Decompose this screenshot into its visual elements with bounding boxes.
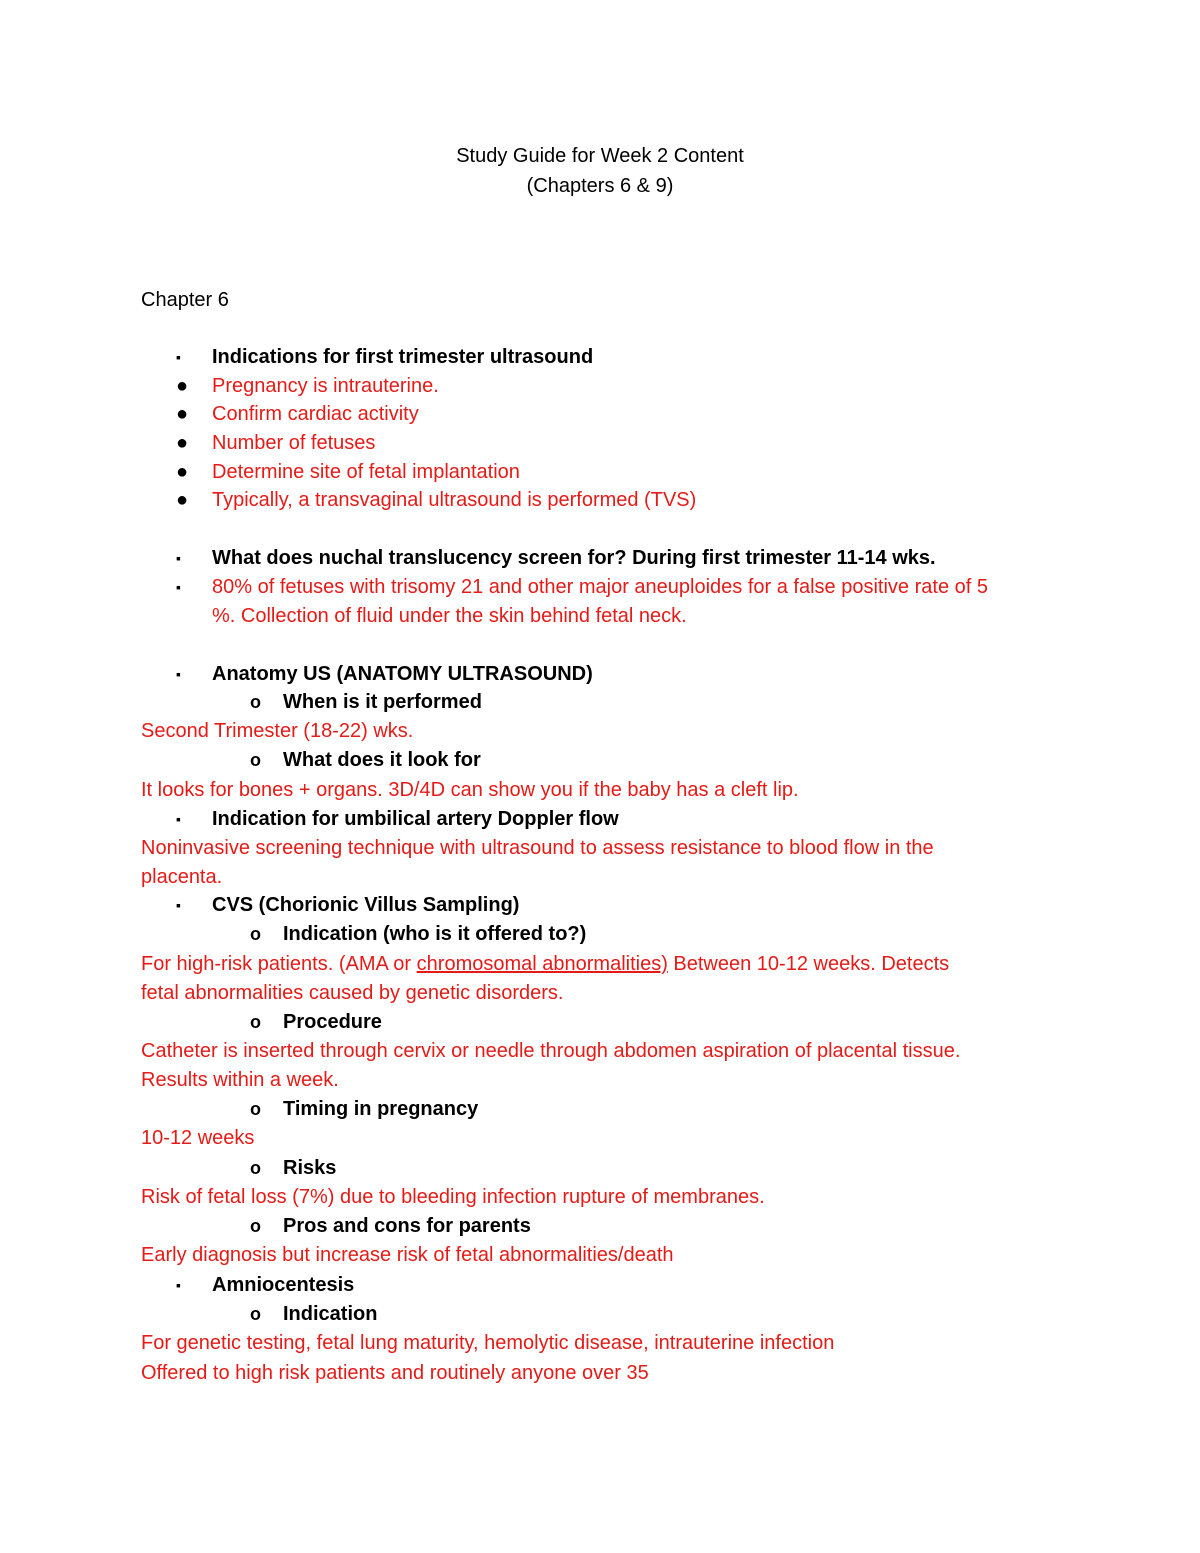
square-bullet-icon: ▪ — [176, 349, 181, 365]
round-bullet-icon: ● — [176, 403, 189, 425]
square-bullet-icon: ▪ — [176, 897, 181, 913]
list-item — [176, 486, 697, 515]
round-bullet-icon: ● — [176, 432, 189, 454]
circle-bullet-icon: o — [250, 1216, 261, 1236]
chapter-heading: Chapter 6 — [141, 289, 229, 311]
circle-bullet-icon: o — [250, 1304, 261, 1324]
question-text: What does it look for — [283, 749, 481, 771]
round-bullet-icon: ● — [176, 375, 189, 397]
nuchal-question — [176, 544, 936, 573]
list-item-text: Number of fetuses — [212, 432, 376, 454]
anatomy-heading — [176, 660, 593, 689]
anatomy-what-question — [250, 746, 481, 775]
nuchal-answer-line2: %. Collection of fluid under the skin behind fetal neck. — [212, 605, 687, 627]
cvs-pros-answer: Early diagnosis but increase risk of fetal abnormalities/death — [141, 1244, 674, 1266]
cvs-risks-answer: Risk of fetal loss (7%) due to bleeding infection rupture of membranes. — [141, 1186, 765, 1208]
anatomy-heading-text: Anatomy US (ANATOMY ULTRASOUND) — [212, 663, 593, 685]
cvs-timing-question — [250, 1095, 479, 1124]
circle-bullet-icon: o — [250, 1099, 261, 1119]
question-text: Indication (who is it offered to?) — [283, 923, 587, 945]
cvs-pros-question — [250, 1212, 531, 1241]
amnio-indication-question — [250, 1300, 378, 1329]
answer-text: For high-risk patients. (AMA or — [141, 953, 417, 975]
anatomy-what-answer: It looks for bones + organs. 3D/4D can show you if the baby has a cleft lip. — [141, 779, 799, 801]
doppler-answer-line1: Noninvasive screening technique with ultrasound to assess resistance to blood flow in the — [141, 837, 934, 859]
cvs-risks-question — [250, 1154, 337, 1183]
square-bullet-icon: ▪ — [176, 579, 181, 595]
amnio-indication-answer-line2: Offered to high risk patients and routinely anyone over 35 — [141, 1362, 649, 1384]
anatomy-when-question — [250, 688, 482, 717]
nuchal-answer — [176, 573, 988, 602]
cvs-indication-answer-line1 — [141, 950, 949, 979]
anatomy-when-answer: Second Trimester (18-22) wks. — [141, 720, 414, 742]
document-title: Study Guide for Week 2 Content — [456, 145, 744, 167]
cvs-timing-answer: 10-12 weeks — [141, 1127, 255, 1149]
list-item — [176, 400, 419, 429]
square-bullet-icon: ▪ — [176, 811, 181, 827]
square-bullet-icon: ▪ — [176, 1277, 181, 1293]
nuchal-question-text: What does nuchal translucency screen for? During first trimester 11-14 wks. — [212, 547, 936, 569]
list-item-text: Typically, a transvaginal ultrasound is performed (TVS) — [212, 489, 697, 511]
question-text: Timing in pregnancy — [283, 1098, 479, 1120]
amnio-heading — [176, 1271, 355, 1300]
round-bullet-icon: ● — [176, 489, 189, 511]
doppler-heading-text: Indication for umbilical artery Doppler flow — [212, 808, 619, 830]
cvs-procedure-answer-line2: Results within a week. — [141, 1069, 339, 1091]
answer-text: Between 10-12 weeks. Detects — [667, 953, 950, 975]
cvs-procedure-answer-line1: Catheter is inserted through cervix or needle through abdomen aspiration of placental tissue. — [141, 1040, 961, 1062]
question-text: When is it performed — [283, 691, 482, 713]
cvs-heading — [176, 891, 520, 920]
list-item-text: Pregnancy is intrauterine. — [212, 375, 439, 397]
first-trimester-heading-text: Indications for first trimester ultrasound — [212, 346, 594, 368]
cvs-indication-answer-line2: fetal abnormalities caused by genetic disorders. — [141, 982, 564, 1004]
circle-bullet-icon: o — [250, 1012, 261, 1032]
question-text: Procedure — [283, 1011, 382, 1033]
doppler-heading — [176, 805, 619, 834]
first-trimester-heading — [176, 343, 594, 372]
round-bullet-icon: ● — [176, 461, 189, 483]
amnio-indication-answer-line1: For genetic testing, fetal lung maturity, hemolytic disease, intrauterine infection — [141, 1332, 835, 1354]
document-subtitle: (Chapters 6 & 9) — [526, 175, 674, 197]
list-item — [176, 429, 376, 458]
question-text: Pros and cons for parents — [283, 1215, 531, 1237]
circle-bullet-icon: o — [250, 924, 261, 944]
square-bullet-icon: ▪ — [176, 550, 181, 566]
cvs-indication-question — [250, 920, 587, 949]
list-item — [176, 372, 439, 401]
list-item — [176, 458, 520, 487]
square-bullet-icon: ▪ — [176, 666, 181, 682]
list-item-text: Determine site of fetal implantation — [212, 461, 520, 483]
circle-bullet-icon: o — [250, 1158, 261, 1178]
question-text: Risks — [283, 1157, 337, 1179]
cvs-heading-text: CVS (Chorionic Villus Sampling) — [212, 894, 520, 916]
circle-bullet-icon: o — [250, 750, 261, 770]
circle-bullet-icon: o — [250, 692, 261, 712]
doppler-answer-line2: placenta. — [141, 866, 223, 888]
question-text: Indication — [283, 1303, 378, 1325]
cvs-procedure-question — [250, 1008, 382, 1037]
nuchal-answer-line1: 80% of fetuses with trisomy 21 and other major aneuploides for a false positive rate of 5 — [212, 576, 988, 598]
amnio-heading-text: Amniocentesis — [212, 1274, 355, 1296]
underlined-text: chromosomal abnormalities) — [416, 953, 668, 975]
list-item-text: Confirm cardiac activity — [212, 403, 419, 425]
